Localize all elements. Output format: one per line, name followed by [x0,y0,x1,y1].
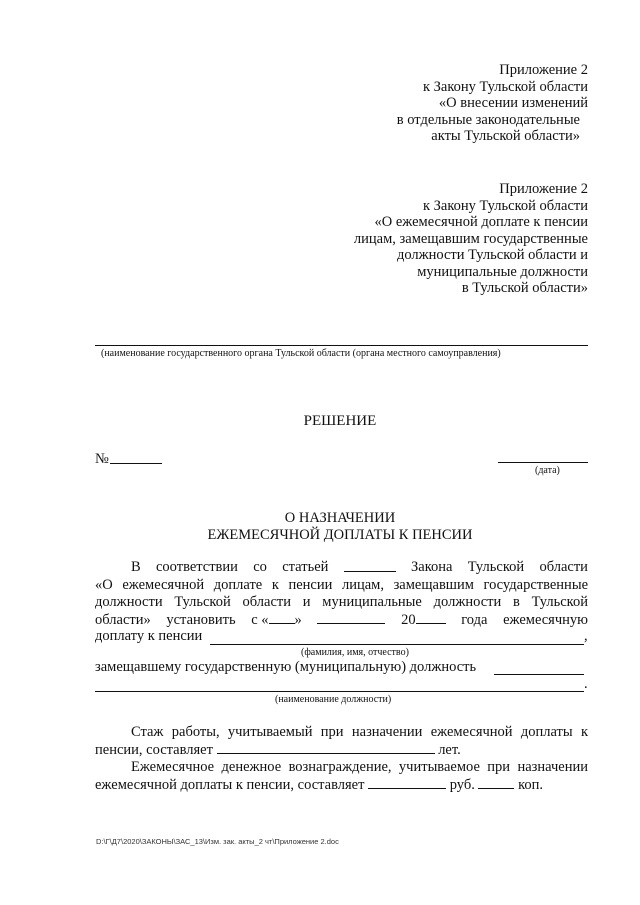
year-blank [416,611,446,624]
authority-line [95,345,588,346]
p1-word: » [294,612,302,628]
annex-header-1-line: акты Тульской области» [431,128,580,144]
annex-header-2-line: муниципальные должности [417,263,588,280]
p1-word: области» [95,612,151,628]
decision-subject [0,510,640,544]
fio-line-end: , [584,628,588,644]
p3-word: руб. [449,777,475,793]
p1-word: Тульской [467,559,525,575]
annex-header-2-line: Приложение 2 [499,181,588,197]
p1-word: года [461,612,488,628]
p1-word: В [131,559,141,575]
annex-header-2-line: в Тульской области» [461,280,588,296]
paragraph-1-line-5 [95,628,202,645]
position-caption: (наименование должности) [275,694,392,705]
fio-line [210,644,584,645]
annex-header-2-line: «О ежемесячной доплате к пенсии [374,214,588,230]
decision-subject-line-1: О НАЗНАЧЕНИИ [284,510,396,526]
annex-header-1 [397,62,588,145]
p3-word: ежемесячной доплаты к пенсии, составляет [95,777,365,793]
article-number-blank [344,559,396,572]
p1-word: ежемесячную [503,612,588,628]
rubles-blank [368,776,446,789]
position-line-1 [494,674,584,675]
p1-word: соответствии [155,559,238,575]
month-blank [317,611,385,624]
date-line [498,462,588,463]
p2-word: пенсии, составляет [95,742,213,758]
annex-header-2 [354,181,588,297]
p1-word: со [253,559,267,575]
annex-header-2-line: лицам, замещавшим государственные [353,230,588,247]
annex-header-1-line: Приложение 2 [499,62,588,78]
annex-header-1-line: к Закону Тульской области [422,78,588,95]
paragraph-1-line-6: замещавшему государственную (муниципальную) должность [95,659,477,675]
fio-caption: (фамилия, имя, отчество) [301,647,409,658]
p1-word: с [251,612,258,628]
p1-word: статьей [282,559,329,575]
p3-word: коп. [518,777,544,793]
p2-word: лет. [438,742,461,758]
paragraph-3-line-2 [95,776,543,794]
paragraph-2-line-1: Стаж работы, учитываемый при назначении ежемесячной доплаты к [131,724,588,740]
paragraph-2-line-2 [95,741,461,759]
position-line-end: . [584,676,588,692]
p1-word: « [261,612,269,628]
number-label: № [95,451,109,467]
annex-header-1-line: в отдельные законодательные [396,111,580,128]
annex-header-1-line: «О внесении изменений [438,95,588,111]
date-caption: (дата) [535,465,560,476]
p1-word: установить [166,612,236,628]
paragraph-1-line-1 [95,559,588,576]
paragraph-1-line-3: должности Тульской области и муниципальные должности в Тульской [95,594,588,610]
paragraph-1-line-2: «О ежемесячной доплате к пенсии лицам, замещавшим государственные [95,577,588,593]
number-line [110,463,162,464]
service-years-blank [217,741,435,754]
authority-caption: (наименование государственного органа Тульской области (органа местного самоуправления) [101,348,501,359]
p1-word: Закона [411,559,453,575]
p1-word: 20 [401,612,416,628]
paragraph-1-line-4 [95,611,588,629]
paragraph-3-line-1: Ежемесячное денежное вознаграждение, учитываемое при назначении [131,759,588,775]
p1-word: доплату к пенсии [95,628,203,644]
decision-title: РЕШЕНИЕ [303,413,377,429]
decision-subject-line-2: ЕЖЕМЕСЯЧНОЙ ДОПЛАТЫ К ПЕНСИИ [207,527,473,543]
file-path-footer: D:\Г\Д7\2020\ЗАКОНЫ\ЗАС_13\Изм. зак. акты_2 чт\Приложение 2.doc [96,837,339,846]
annex-header-2-line: должности Тульской области и [396,247,588,263]
day-blank [269,611,295,624]
p1-word: области [539,559,588,575]
position-line-2 [95,691,584,692]
annex-header-2-line: к Закону Тульской области [422,197,588,214]
kopecks-blank [478,776,514,789]
